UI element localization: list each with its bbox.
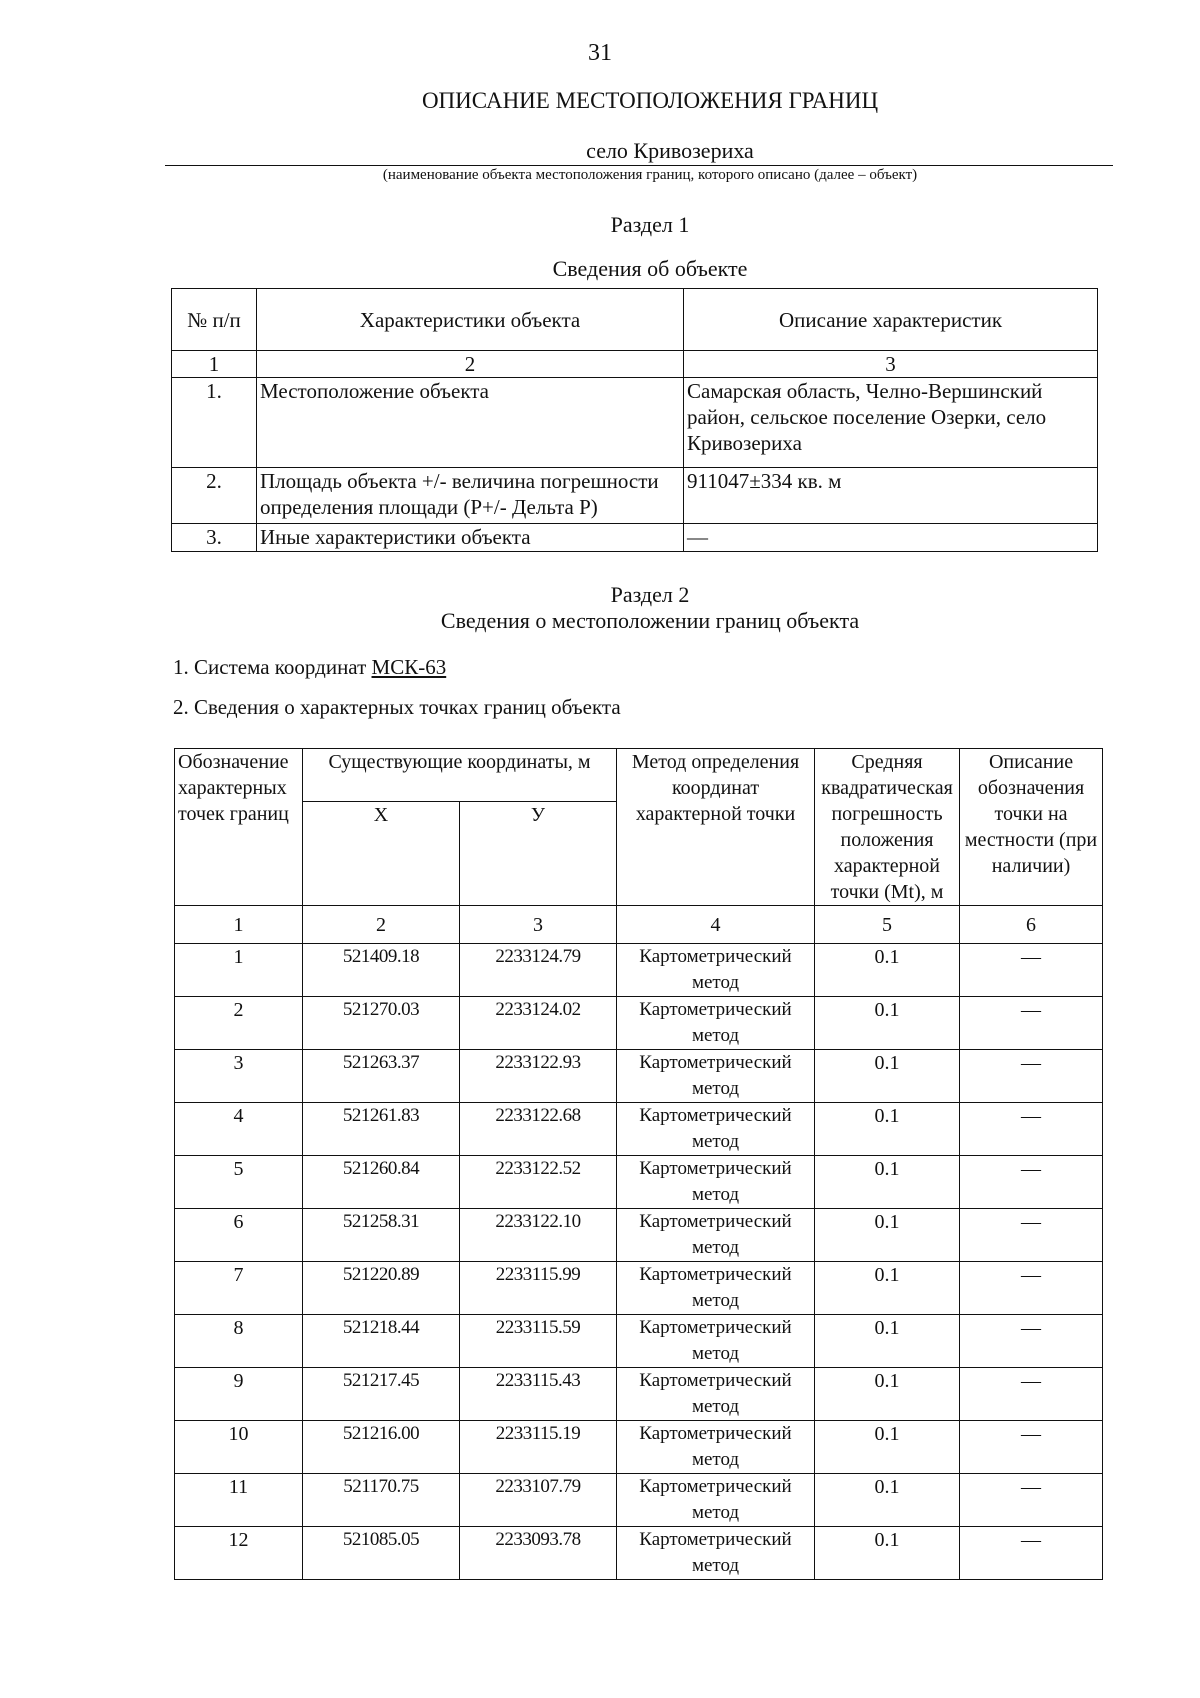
table-row	[175, 1368, 1103, 1421]
point-mt: 0.1	[815, 1262, 960, 1315]
table1-index-row	[172, 351, 1098, 378]
header-description: Описание обозначения точки на местности (при наличии)	[960, 749, 1103, 906]
characteristic-name: Местоположение объекта	[257, 378, 684, 468]
table-row	[175, 1474, 1103, 1527]
point-y: 2233122.10	[460, 1209, 617, 1262]
table2-index-cell: 2	[303, 906, 460, 944]
header-method: Метод определения координат характерной точки	[617, 749, 815, 906]
table1-index-cell: 2	[257, 351, 684, 378]
object-info-table	[171, 288, 1098, 552]
point-description: —	[960, 1209, 1103, 1262]
point-mt: 0.1	[815, 1209, 960, 1262]
point-x: 521218.44	[303, 1315, 460, 1368]
table2-index-row	[175, 906, 1103, 944]
object-name-underline	[165, 165, 1113, 166]
points-table-body	[175, 944, 1103, 1580]
point-y: 2233107.79	[460, 1474, 617, 1527]
section2-subtitle: Сведения о местоположении границ объекта	[440, 608, 860, 633]
point-id: 1	[175, 944, 303, 997]
point-description: —	[960, 1103, 1103, 1156]
point-mt: 0.1	[815, 1315, 960, 1368]
point-x: 521216.00	[303, 1421, 460, 1474]
table2-index-cell: 6	[960, 906, 1103, 944]
row-number: 1.	[172, 378, 257, 468]
point-mt: 0.1	[815, 1368, 960, 1421]
header-y: У	[460, 802, 617, 906]
boundary-points-table	[174, 748, 1103, 1580]
point-y: 2233122.68	[460, 1103, 617, 1156]
point-y: 2233115.43	[460, 1368, 617, 1421]
characteristic-name: Иные характеристики объекта	[257, 524, 684, 552]
point-y: 2233115.59	[460, 1315, 617, 1368]
table-row	[175, 997, 1103, 1050]
point-x: 521085.05	[303, 1527, 460, 1580]
characteristic-value: Самарская область, Челно-Вершинский район, сельское поселение Озерки, село Кривозериха	[684, 378, 1098, 468]
header-designation: Обозначение характерных точек границ	[175, 749, 303, 906]
table-row	[175, 1050, 1103, 1103]
point-id: 5	[175, 1156, 303, 1209]
point-x: 521261.83	[303, 1103, 460, 1156]
point-mt: 0.1	[815, 1421, 960, 1474]
point-id: 8	[175, 1315, 303, 1368]
table-row	[172, 468, 1098, 524]
header-x: X	[303, 802, 460, 906]
point-x: 521217.45	[303, 1368, 460, 1421]
characteristic-value: 911047±334 кв. м	[684, 468, 1098, 524]
table-row	[175, 1421, 1103, 1474]
characteristic-value: —	[684, 524, 1098, 552]
point-method: Картометрический метод	[617, 997, 815, 1050]
point-method: Картометрический метод	[617, 1209, 815, 1262]
point-id: 2	[175, 997, 303, 1050]
row-number: 2.	[172, 468, 257, 524]
point-description: —	[960, 1315, 1103, 1368]
point-description: —	[960, 1262, 1103, 1315]
table2-index-cell: 3	[460, 906, 617, 944]
point-method: Картометрический метод	[617, 944, 815, 997]
point-x: 521409.18	[303, 944, 460, 997]
point-method: Картометрический метод	[617, 1262, 815, 1315]
table-row	[172, 378, 1098, 468]
point-description: —	[960, 1527, 1103, 1580]
coordinate-system-value: МСК-63	[371, 655, 447, 679]
table1-index-cell: 1	[172, 351, 257, 378]
point-y: 2233115.19	[460, 1421, 617, 1474]
point-method: Картометрический метод	[617, 1421, 815, 1474]
table-row	[175, 1527, 1103, 1580]
point-x: 521270.03	[303, 997, 460, 1050]
point-id: 10	[175, 1421, 303, 1474]
coordinate-system-line	[173, 655, 446, 680]
point-description: —	[960, 1050, 1103, 1103]
point-id: 9	[175, 1368, 303, 1421]
point-y: 2233124.02	[460, 997, 617, 1050]
table2-index-cell: 1	[175, 906, 303, 944]
point-mt: 0.1	[815, 1156, 960, 1209]
point-x: 521258.31	[303, 1209, 460, 1262]
table-row	[175, 1262, 1103, 1315]
point-description: —	[960, 1156, 1103, 1209]
point-mt: 0.1	[815, 1050, 960, 1103]
point-method: Картометрический метод	[617, 1368, 815, 1421]
table2-header-row	[175, 749, 1103, 802]
point-mt: 0.1	[815, 944, 960, 997]
point-description: —	[960, 1474, 1103, 1527]
point-method: Картометрический метод	[617, 1050, 815, 1103]
point-y: 2233122.93	[460, 1050, 617, 1103]
point-mt: 0.1	[815, 1527, 960, 1580]
point-id: 11	[175, 1474, 303, 1527]
table-row	[175, 1315, 1103, 1368]
point-id: 7	[175, 1262, 303, 1315]
point-x: 521263.37	[303, 1050, 460, 1103]
header-coordinates: Существующие координаты, м	[303, 749, 617, 802]
table1-header-description: Описание характеристик	[684, 289, 1098, 351]
point-id: 6	[175, 1209, 303, 1262]
point-description: —	[960, 1368, 1103, 1421]
point-y: 2233124.79	[460, 944, 617, 997]
table1-header-num: № п/п	[172, 289, 257, 351]
table2-index-cell: 4	[617, 906, 815, 944]
point-method: Картометрический метод	[617, 1474, 815, 1527]
point-description: —	[960, 1421, 1103, 1474]
point-id: 12	[175, 1527, 303, 1580]
table2-index-cell: 5	[815, 906, 960, 944]
characteristic-name: Площадь объекта +/- величина погрешности определения площади (P+/- Дельта P)	[257, 468, 684, 524]
row-number: 3.	[172, 524, 257, 552]
point-id: 4	[175, 1103, 303, 1156]
table-row	[175, 944, 1103, 997]
point-y: 2233093.78	[460, 1527, 617, 1580]
point-id: 3	[175, 1050, 303, 1103]
header-error: Средняя квадратическая погрешность положения характерной точки (Mt), м	[815, 749, 960, 906]
point-mt: 0.1	[815, 1474, 960, 1527]
point-description: —	[960, 944, 1103, 997]
point-method: Картометрический метод	[617, 1527, 815, 1580]
object-name: село Кривозериха	[586, 138, 754, 163]
table-row	[175, 1103, 1103, 1156]
point-x: 521170.75	[303, 1474, 460, 1527]
section1-subtitle: Сведения об объекте	[552, 256, 748, 281]
section2-title: Раздел 2	[610, 582, 690, 607]
page-number: 31	[588, 40, 612, 66]
object-name-caption: (наименование объекта местоположения границ, которого описано (далее – объект)	[382, 167, 918, 183]
point-description: —	[960, 997, 1103, 1050]
table1-header-row	[172, 289, 1098, 351]
table1-index-cell: 3	[684, 351, 1098, 378]
point-method: Картометрический метод	[617, 1156, 815, 1209]
section1-title: Раздел 1	[610, 212, 690, 237]
point-mt: 0.1	[815, 1103, 960, 1156]
table1-header-characteristic: Характеристики объекта	[257, 289, 684, 351]
point-x: 521220.89	[303, 1262, 460, 1315]
table-row	[175, 1156, 1103, 1209]
point-method: Картометрический метод	[617, 1103, 815, 1156]
point-mt: 0.1	[815, 997, 960, 1050]
point-y: 2233115.99	[460, 1262, 617, 1315]
table-row	[175, 1209, 1103, 1262]
point-y: 2233122.52	[460, 1156, 617, 1209]
point-method: Картометрический метод	[617, 1315, 815, 1368]
point-x: 521260.84	[303, 1156, 460, 1209]
points-section-title: 2. Сведения о характерных точках границ объекта	[173, 695, 621, 719]
table-row	[172, 524, 1098, 552]
coordinate-system-label: 1. Система координат	[173, 655, 367, 679]
document-title: ОПИСАНИЕ МЕСТОПОЛОЖЕНИЯ ГРАНИЦ	[421, 88, 879, 113]
